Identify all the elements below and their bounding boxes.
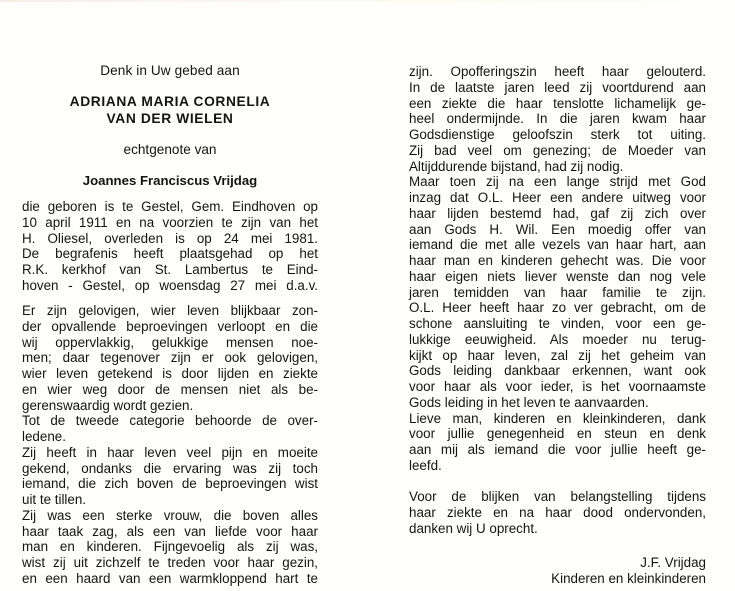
text-line: Maar toen zij na een lange strijd met God [409, 174, 706, 190]
text-line: Zij heeft in haar leven veel pijn en moeite [22, 444, 318, 460]
text-line: en een haard van een warmkloppend hart te [22, 570, 318, 586]
signature-name: J.F. Vrijdag [640, 555, 706, 570]
text-line: O.L. Heer heeft haar zo ver gebracht, om de [409, 300, 706, 316]
text-line: man en kinderen. Fijngevoelig als zij was, [22, 539, 318, 555]
text-line: aan Gods H. Wil. Een moedig offer van [409, 221, 706, 237]
biography-paragraph [22, 199, 318, 294]
text-line: danken wij U oprecht. [409, 520, 538, 536]
text-line: Zij was een sterke vrouw, die boven alles [22, 507, 318, 523]
text-line: der opvallende beproevingen verloopt en die [22, 318, 318, 334]
signature-family: Kinderen en kleinkinderen [551, 570, 706, 586]
text-line: zijn. Opofferingszin heeft haar gelouterd. [409, 64, 706, 79]
text-line: die geboren is te Gestel, Gem. Eindhoven op [22, 199, 318, 214]
text-line: Gods leiding dankbaar erkennen, want ook [409, 363, 706, 379]
text-line: haar eigen niets liever wenste dan nog vele [409, 268, 706, 284]
signature-block [409, 555, 706, 587]
text-line: Er zijn gelovigen, wier leven blijkbaar zon- [22, 303, 318, 318]
text-line: De begrafenis heeft plaatsgehad op het [22, 246, 318, 262]
text-line: Tot de tweede categorie behoorde de over- [22, 413, 318, 429]
text-line: Voor de blijken van belangstelling tijdens [409, 489, 706, 504]
paper-edge [0, 0, 735, 2]
text-line: wij oppervlakkig, gelukkige mensen noe- [22, 334, 318, 350]
deceased-name-line: ADRIANA MARIA CORNELIA [69, 94, 271, 109]
text-line: iemand die met alle vezels van haar hart, aan [409, 237, 706, 253]
text-line: ledene. [22, 429, 66, 444]
text-line: haar man en kinderen gehecht was. Die voor [409, 253, 706, 268]
text-line: H. Oliesel, overleden is op 24 mei 1981. [22, 230, 318, 246]
text-line: haar taak zag, als een van liefde voor haar [22, 523, 318, 539]
deceased-name [22, 94, 318, 127]
spouse-label: echtgenote van [123, 142, 217, 157]
text-line: voor haar als voor ieder, is het voornaamste [409, 379, 706, 394]
text-line: gerenswaardig wordt gezien. [22, 397, 194, 413]
thanks-paragraph [409, 489, 706, 536]
deceased-name-line: VAN DER WIELEN [106, 110, 234, 126]
text-line: Zij bad veel om genezing; de Moeder van [409, 142, 706, 158]
text-line: iemand, die zich boven de beproevingen wist [22, 476, 318, 492]
text-line: Lieve man, kinderen en kleinkinderen, dank [409, 410, 706, 426]
text-line: voor jullie genegenheid en steun en denk [409, 426, 706, 442]
text-line: Godsdienstige geloofszin sterk tot uiting. [409, 127, 706, 142]
text-line: een ziekte die haar tenslotte lichamelijk ge- [409, 95, 706, 111]
prayer-request: Denk in Uw gebed aan [100, 63, 240, 78]
text-line: 10 april 1911 en na voorzien te zijn van het [22, 214, 318, 230]
text-line: haar ziekte en na haar dood ondervonden, [409, 504, 706, 520]
text-line: en wier weg door de mensen niet als be- [22, 381, 318, 397]
text-line: wist zij uit zichzelf te treden voor haar gezin, [22, 555, 318, 570]
text-line: kijkt op haar leven, zal zij het geheim van [409, 347, 706, 363]
remembrance-paragraph [409, 64, 706, 474]
reflection-paragraph [22, 303, 318, 587]
text-line: R.K. kerkhof van St. Lambertus te Eind- [22, 262, 318, 277]
text-line: gekend, ondanks die ervaring was zij toch [22, 460, 318, 476]
text-line: haar lijden bestemd had, gaf zij zich over [409, 205, 706, 221]
text-line: heel ondermijnde. In die jaren kwam haar [409, 111, 706, 127]
text-line: uit te tillen. [22, 492, 87, 507]
text-line: men; daar tegenover zijn er ook gelovigen, [22, 350, 318, 366]
text-line: hoven - Gestel, op woensdag 27 mei d.a.v. [22, 277, 318, 293]
text-line: schone aansluiting te vinden, voor een ge- [409, 316, 706, 331]
text-line: aan mij als iemand die voor jullie heeft ge- [409, 442, 706, 457]
text-line: wier leven getekend is door lijden en ziekte [22, 366, 318, 381]
text-line: inzag dat O.L. Heer een andere uitweg voor [409, 190, 706, 205]
text-line: Gods leiding in het leven te aanvaarden. [409, 394, 649, 410]
text-line: lukkige eeuwigheid. Als moeder nu terug- [409, 331, 706, 347]
text-line: Altijddurende bijstand, had zij nodig. [409, 158, 624, 174]
text-line: In de laatste jaren leed zij voortdurend aan [409, 79, 706, 95]
text-line: jaren temidden van haar familie te zijn. [409, 284, 706, 300]
text-line: leefd. [409, 457, 442, 473]
spouse-name: Joannes Franciscus Vrijdag [82, 173, 258, 188]
